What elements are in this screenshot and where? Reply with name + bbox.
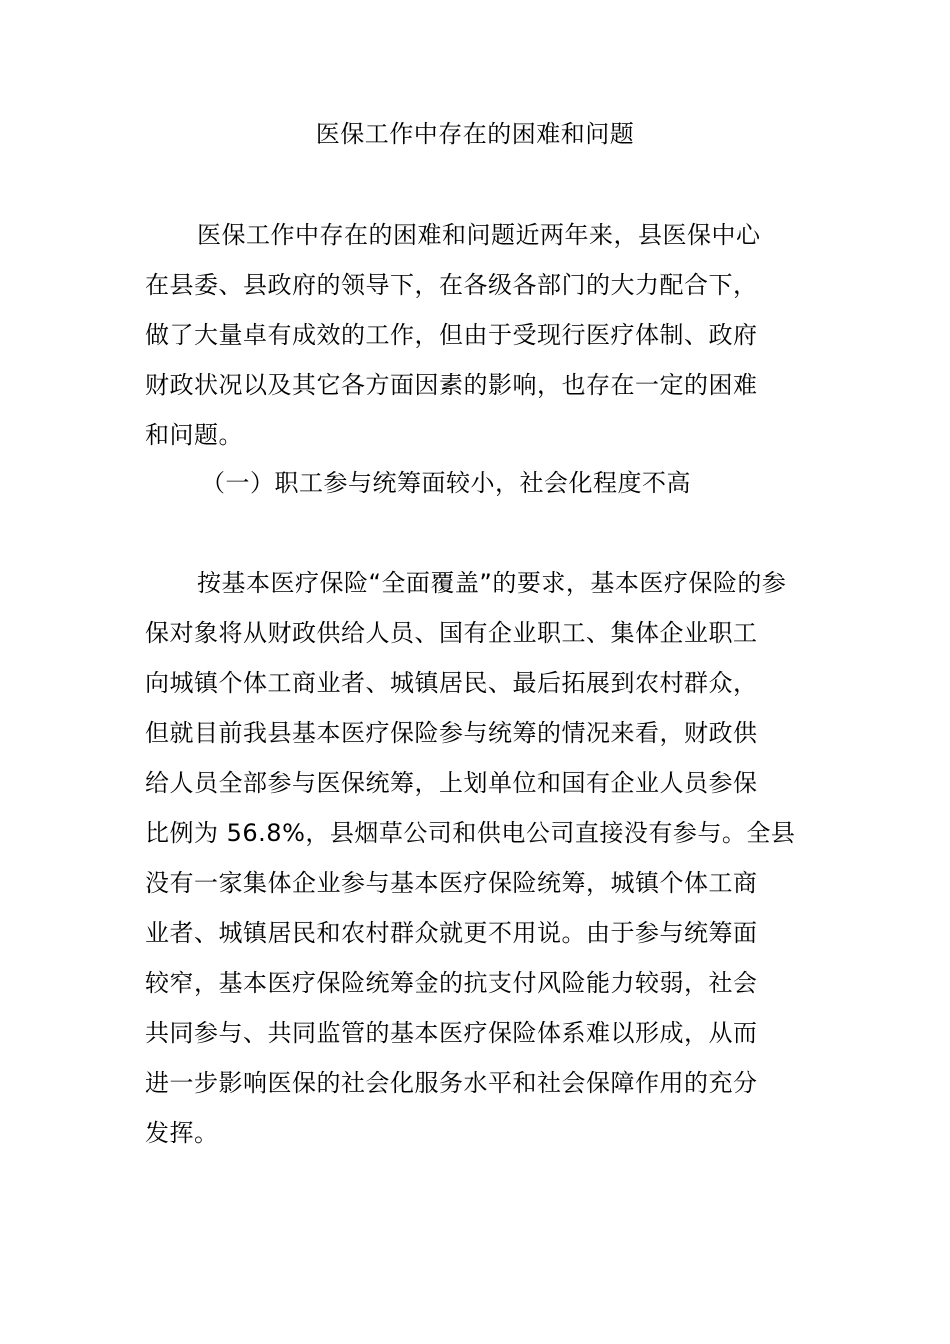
- paragraph-line: 比例为 56.8%，县烟草公司和供电公司直接没有参与。全县: [145, 819, 796, 847]
- paragraph-line: 向城镇个体工商业者、城镇居民、最后拓展到农村群众，: [145, 669, 758, 697]
- paragraph-line: 较窄，基本医疗保险统筹金的抗支付风险能力较弱，社会: [145, 969, 758, 997]
- paragraph-line: 按基本医疗保险“全面覆盖”的要求，基本医疗保险的参: [197, 569, 787, 597]
- paragraph-line: 但就目前我县基本医疗保险参与统筹的情况来看，财政供: [145, 719, 758, 747]
- section-heading-text: （一）职工参与统筹面较小，社会化程度不高: [201, 469, 691, 497]
- paragraph-line: 做了大量卓有成效的工作，但由于受现行医疗体制、政府: [145, 321, 758, 349]
- paragraph-line: 给人员全部参与医保统筹，上划单位和国有企业人员参保: [145, 769, 758, 797]
- paragraph-line: 没有一家集体企业参与基本医疗保险统筹，城镇个体工商: [145, 869, 758, 897]
- paragraph-intro: [145, 210, 805, 460]
- paragraph-line: 在县委、县政府的领导下，在各级各部门的大力配合下，: [145, 271, 758, 299]
- document-title: 医保工作中存在的困难和问题: [315, 120, 635, 148]
- paragraph-line: 共同参与、共同监管的基本医疗保险体系难以形成，从而: [145, 1019, 758, 1047]
- paragraph-line: 进一步影响医保的社会化服务水平和社会保障作用的充分: [145, 1069, 758, 1097]
- paragraph-line: 和问题。: [145, 421, 243, 449]
- paragraph-line: 财政状况以及其它各方面因素的影响，也存在一定的困难: [145, 371, 758, 399]
- paragraph-line: 业者、城镇居民和农村群众就更不用说。由于参与统筹面: [145, 919, 758, 947]
- paragraph-coverage: [145, 558, 805, 1158]
- section-heading: [145, 458, 805, 508]
- paragraph-line: 发挥。: [145, 1119, 219, 1147]
- paragraph-line: 保对象将从财政供给人员、国有企业职工、集体企业职工: [145, 619, 758, 647]
- paragraph-line: 医保工作中存在的困难和问题近两年来，县医保中心: [197, 221, 761, 249]
